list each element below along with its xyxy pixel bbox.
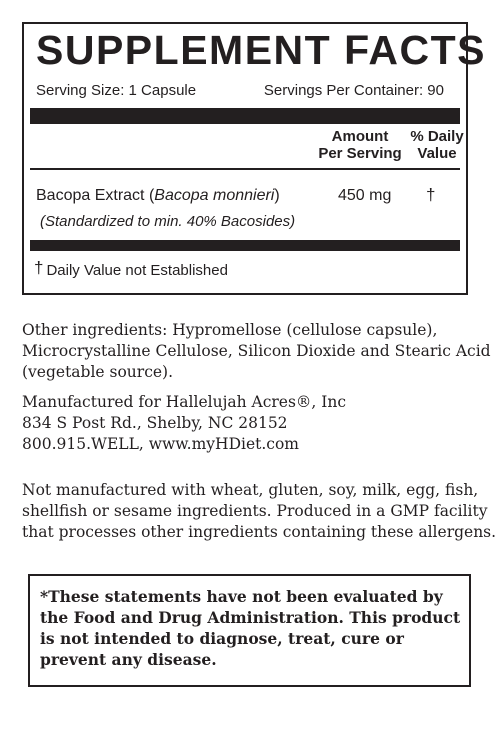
fda-disclaimer-text: *These statements have not been evaluated by the Food and Drug Administration. This product is not intended to diagnose, treat, cure or prevent any disease.: [40, 587, 461, 669]
ingredient-name-close: ): [274, 187, 280, 204]
daily-value-header: [408, 128, 466, 163]
ingredient-common-name: Bacopa Extract (: [36, 187, 155, 204]
dagger-symbol: †: [34, 258, 44, 277]
dagger-note-text: Daily Value not Established: [46, 262, 228, 279]
thick-divider: [30, 108, 460, 124]
amount-per-serving-header: [314, 128, 406, 163]
medium-divider: [30, 240, 460, 251]
manufacturer-contact: 800.915.WELL, www.myHDiet.com: [22, 435, 299, 453]
manufacturer-line1: Manufactured for Hallelujah Acres®, Inc: [22, 393, 347, 411]
manufacturer-address: 834 S Post Rd., Shelby, NC 28152: [22, 414, 288, 432]
ingredient-latin-name: Bacopa monnieri: [154, 187, 275, 204]
supplement-facts-panel: [22, 22, 486, 295]
facts-title: SUPPLEMENT FACTS: [36, 27, 486, 73]
servings-per-container: Servings Per Container: 90: [263, 82, 444, 99]
dagger-footnote: [34, 258, 228, 279]
ingredient-standardization: (Standardized to min. 40% Bacosides): [40, 213, 296, 230]
dv-header-line1: % Daily: [410, 128, 464, 145]
amount-header-line1: Amount: [331, 128, 389, 145]
thin-divider: [30, 168, 460, 170]
allergen-statement: Not manufactured with wheat, gluten, soy, milk, egg, fish, shellfish or sesame ingredients. Produced in a GMP facility that processes other ingredients containing these allergens.: [22, 481, 497, 541]
dv-header-line2: Value: [417, 145, 457, 163]
manufacturer-info: [22, 392, 500, 455]
other-ingredients: Other ingredients: Hypromellose (cellulose capsule), Microcrystalline Cellulose, Silicon Dioxide and Stearic Acid (vegetable source).: [22, 321, 491, 381]
amount-header-line2: Per Serving: [318, 145, 402, 163]
ingredient-daily-value: †: [426, 185, 436, 204]
ingredient-name: [36, 187, 280, 205]
fda-disclaimer-box: [28, 574, 471, 687]
ingredient-amount: 450 mg: [338, 187, 392, 204]
serving-size: Serving Size: 1 Capsule: [36, 82, 197, 99]
